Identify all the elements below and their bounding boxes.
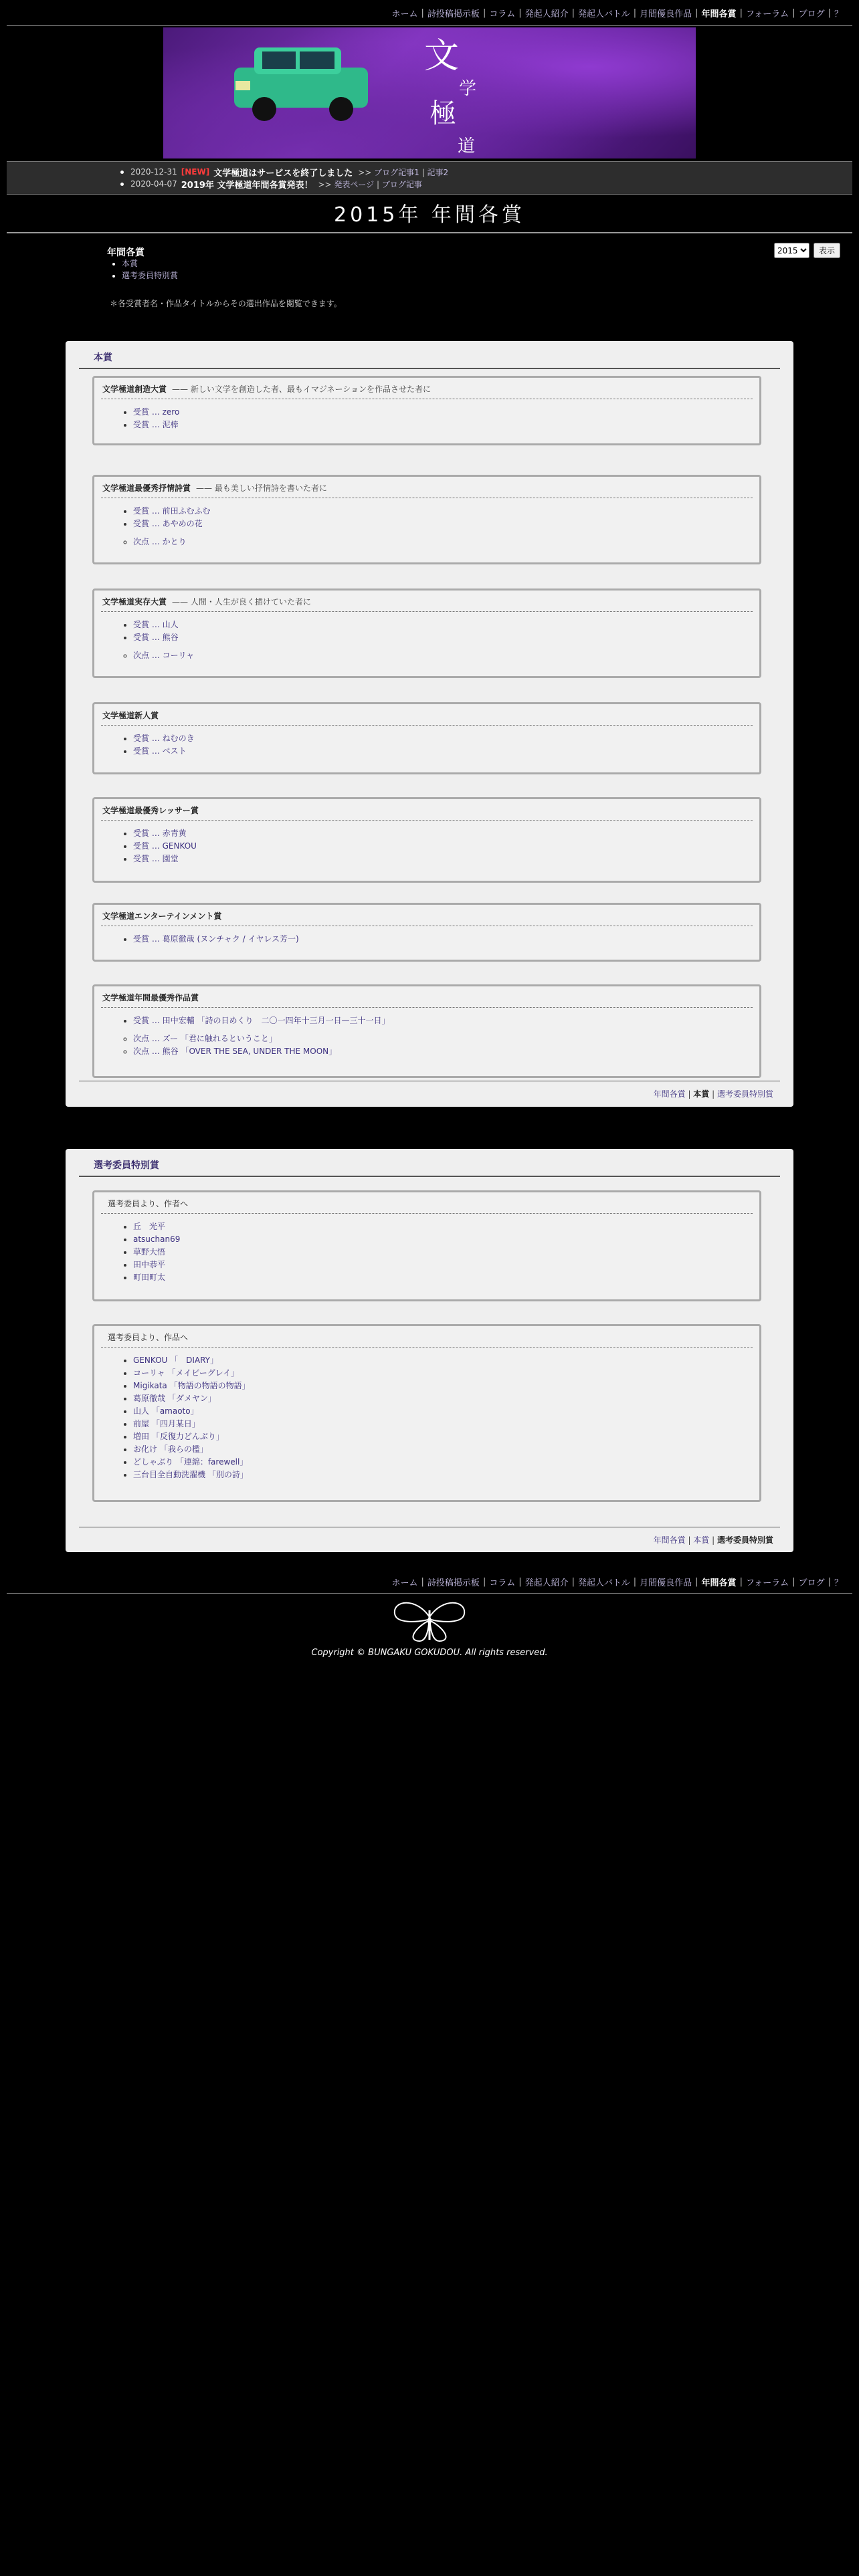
winner-list [94,1014,759,1027]
runner-up-list [94,536,759,548]
list-item [133,1033,759,1045]
runner-up-link[interactable]: 次点 … かとり [133,537,187,546]
winner-link[interactable]: 受賞 … ベスト [133,746,187,756]
top-nav-item-5[interactable]: 月間優良作品 [640,9,692,19]
award-description: —— 新しい文学を創造した者、最もイマジネーションを作品させた者に [172,385,431,394]
list-item [133,1418,759,1430]
winner-link[interactable]: 受賞 … 熊谷 [133,633,179,642]
show-button[interactable]: 表示 [814,243,840,258]
top-nav-item-3[interactable]: 発起人紹介 [524,9,569,19]
list-item [133,1367,759,1380]
list-item [133,419,759,431]
footer-nav-link[interactable]: 年間各賞 [653,1089,686,1099]
list-item [133,518,759,530]
nav-separator: | [518,1576,522,1587]
special-link[interactable]: どしゃぶり 「連綿：farewell」 [133,1457,248,1467]
site-banner[interactable] [163,27,696,158]
bottom-nav-item-3[interactable]: 発起人紹介 [524,1578,569,1588]
footer-nav-current[interactable]: 選考委員特別賞 [717,1535,773,1545]
winner-link[interactable]: 受賞 … 葛原徹哉 (ヌンチャク / イヤレス芳一) [133,934,299,944]
site-logo [404,27,484,158]
winner-link[interactable]: 受賞 … zero [133,407,180,417]
award-box [92,797,761,883]
footer-separator: | [709,1089,717,1099]
group-header [101,1331,753,1348]
logo-char-4: 道 [458,136,476,156]
news-date: 2020-04-07 [130,179,177,189]
list-item [133,1045,759,1058]
section-heading: 本賞 [79,350,780,369]
group-title: 選考委員より、作品へ [108,1333,189,1342]
nav-separator: | [482,7,486,18]
nav-separator: | [482,1576,486,1587]
news-links: >> 発表ページ | ブログ記事 [318,179,422,189]
list-item [133,406,759,419]
award-header [101,910,753,926]
footer-nav-current[interactable]: 本賞 [693,1089,710,1099]
page-title: 2015年 年間各賞 [334,203,525,227]
list-item [133,1220,759,1233]
nav-separator: | [792,7,795,18]
winner-link[interactable]: 受賞 … 田中宏輔 「詩の日めくり 二〇一四年十三月一日—三十一日」 [133,1016,390,1025]
toc-item [122,257,178,270]
award-name: 文学極道年間最優秀作品賞 [102,993,199,1002]
bottom-nav [0,1573,859,1590]
nav-separator: | [828,1576,831,1587]
news-links: >> ブログ記事1 | 記事2 [358,167,449,177]
award-header [101,992,753,1008]
list-item [133,1430,759,1443]
award-name: 文学極道最優秀抒情詩賞 [102,484,191,493]
logo-char-3: 極 [430,98,456,129]
year-select[interactable] [774,243,809,258]
special-link[interactable]: 三台目全自動洗濯機 「別の詩」 [133,1470,248,1479]
top-nav-item-0[interactable]: ホーム [391,9,418,19]
top-nav [0,0,859,25]
list-item [133,933,759,946]
winner-list [94,406,759,431]
year-selector [774,243,840,258]
winner-list [94,505,759,530]
bottom-nav-item-5[interactable]: 月間優良作品 [640,1578,692,1588]
award-header [101,482,753,498]
nav-separator: | [421,1576,424,1587]
intro-toc [107,257,178,282]
news-link-article2[interactable]: 記事2 [427,167,449,177]
nav-separator: | [828,7,831,18]
copyright-text: Copyright © BUNGAKU GOKUDOU. All rights reserved. [311,1648,548,1658]
winner-link[interactable]: 受賞 … GENKOU [133,841,197,851]
list-item [133,1246,759,1259]
bottom-nav-item-4[interactable]: 発起人バトル [578,1578,630,1588]
group-header [101,1198,753,1214]
logo-char-2: 学 [459,79,477,99]
nav-separator: | [695,1576,698,1587]
runner-up-link[interactable]: 次点 … ズー 「君に触れるということ」 [133,1034,277,1043]
list-item [133,1456,759,1469]
award-name: 文学極道新人賞 [102,711,159,720]
footer-separator: | [685,1089,694,1099]
award-header [101,383,753,399]
award-box [92,475,761,564]
winner-list [94,619,759,644]
new-badge: [NEW] [181,167,210,177]
runner-up-link[interactable]: 次点 … コーリャ [133,651,195,660]
special-link[interactable]: atsuchan69 [133,1235,181,1244]
bottom-nav-item-0[interactable]: ホーム [391,1578,418,1588]
nav-separator: | [633,1576,637,1587]
winner-link[interactable]: 受賞 … 園堂 [133,854,179,863]
logo-char-1: 文 [424,36,460,76]
special-link[interactable]: 田中恭平 [133,1260,166,1269]
list-item [133,1233,759,1246]
top-nav-item-9[interactable]: ？ [834,9,843,19]
award-name: 文学極道エンターテインメント賞 [102,911,222,921]
nav-separator: | [518,7,522,18]
nav-separator: | [421,7,424,18]
nav-separator: | [739,7,743,18]
winner-link[interactable]: 受賞 … 泥棒 [133,420,179,429]
list-item [133,1443,759,1456]
award-box [92,376,761,445]
list-item [133,745,759,758]
footer-nav-link[interactable]: 年間各賞 [653,1535,686,1545]
list-item [133,1392,759,1405]
winner-link[interactable]: 受賞 … 前田ふむふむ [133,506,211,516]
list-item [133,732,759,745]
special-link[interactable]: Migikata 「物語の物語の物語」 [133,1381,250,1390]
special-list [94,1354,759,1481]
news-link-blog1[interactable]: ブログ記事1 [374,167,419,177]
news-bar [7,161,852,195]
bullet-icon [120,183,124,186]
top-nav-item-2[interactable]: コラム [489,9,516,19]
intro-note: ＊各受賞者名・作品タイトルからその選出作品を閲覧できます。 [110,299,342,308]
list-item [133,631,759,644]
special-group-box [92,1324,761,1502]
nav-separator: | [571,1576,575,1587]
winner-list [94,732,759,758]
list-item [133,1354,759,1367]
top-nav-item-7[interactable]: フォーラム [745,9,789,19]
news-item [120,166,852,178]
special-link[interactable]: 前屋 「四月某日」 [133,1419,200,1428]
award-name: 文学極道創造大賞 [102,385,167,394]
news-link-announcement[interactable]: 発表ページ [334,179,375,189]
nav-separator: | [633,7,637,18]
award-box [92,702,761,774]
nav-separator: | [571,7,575,18]
bottom-nav-item-6-current[interactable]: 年間各賞 [701,1578,737,1588]
runner-up-list [94,649,759,662]
list-item [133,619,759,631]
footer-separator: | [709,1535,717,1545]
list-item [133,827,759,840]
footer-separator: | [685,1535,694,1545]
winner-link[interactable]: 受賞 … あやめの花 [133,519,203,528]
runner-up-list [94,1033,759,1058]
footer-nav-link[interactable]: 本賞 [693,1535,710,1545]
news-title: 文学極道はサービスを終了しました [213,168,353,179]
bottom-nav-item-9[interactable]: ？ [834,1578,843,1588]
list-item [133,1259,759,1271]
intro-heading: 年間各賞 [107,247,145,258]
top-nav-item-6-current[interactable]: 年間各賞 [701,9,737,19]
nav-separator: | [739,1576,743,1587]
section-footer-nav [79,1081,780,1099]
winner-list [94,933,759,946]
winner-link[interactable]: 受賞 … ねむのき [133,734,195,743]
winner-list [94,827,759,865]
list-item [133,536,759,548]
award-header [101,710,753,726]
news-item [120,178,852,190]
award-name: 文学極道最優秀レッサー賞 [102,806,199,815]
award-box [92,588,761,678]
bottom-nav-item-1[interactable]: 詩投稿掲示板 [427,1578,480,1588]
intro-block [0,233,859,320]
award-box [92,984,761,1078]
news-prefix: >> [358,167,372,177]
banner-wrap [0,26,859,158]
list-item [133,853,759,865]
list-item [133,1271,759,1284]
list-item [133,505,759,518]
award-box [92,903,761,962]
special-link[interactable]: 増田 「反復力どんぶり」 [133,1432,224,1441]
toc-link-special-award[interactable]: 選考委員特別賞 [122,271,179,280]
butterfly-emblem-icon [389,1597,470,1644]
bullet-icon [120,171,124,174]
section-footer-nav [79,1527,780,1545]
special-link[interactable]: 丘 光平 [133,1222,166,1231]
bottom-nav-item-8[interactable]: ブログ [798,1578,825,1588]
main-award-section [66,341,793,1107]
nav-separator: | [695,7,698,18]
nav-separator: | [792,1576,795,1587]
winner-link[interactable]: 受賞 … 赤青黄 [133,829,187,838]
special-link[interactable]: 町田町太 [133,1273,166,1282]
list-item [133,649,759,662]
top-nav-item-8[interactable]: ブログ [798,9,825,19]
section-heading: 選考委員特別賞 [79,1158,780,1177]
news-title: 2019年 文学極道年間各賞発表！ [181,180,313,191]
list-item [133,840,759,853]
special-link[interactable]: 草野大悟 [133,1247,166,1257]
special-list [94,1220,759,1284]
special-link[interactable]: GENKOU 「 DIARY」 [133,1356,219,1365]
news-date: 2020-12-31 [130,167,177,177]
award-description: —— 最も美しい抒情詩を書いた者に [196,484,327,493]
list-item [133,1469,759,1481]
list-item [133,1014,759,1027]
award-name: 文学極道実存大賞 [102,597,167,607]
footer-nav-link[interactable]: 選考委員特別賞 [717,1089,773,1099]
runner-up-link[interactable]: 次点 … 熊谷 「OVER THE SEA, UNDER THE MOON」 [133,1047,337,1056]
special-link[interactable]: コーリャ 「メイビーグレイ」 [133,1368,240,1378]
bottom-nav-item-2[interactable]: コラム [489,1578,516,1588]
special-link[interactable]: 葛原徹哉 「ダメヤン」 [133,1394,216,1403]
award-header [101,596,753,612]
special-award-section [66,1149,793,1552]
list-item [133,1380,759,1392]
award-header [101,804,753,821]
bottom-divider [7,1593,852,1594]
news-link-blog[interactable]: ブログ記事 [381,179,422,189]
toc-link-main-award[interactable]: 本賞 [122,259,138,268]
top-nav-item-1[interactable]: 詩投稿掲示板 [427,9,480,19]
group-title: 選考委員より、作者へ [108,1199,189,1208]
bottom-nav-item-7[interactable]: フォーラム [745,1578,789,1588]
special-link[interactable]: 山人 「amaoto」 [133,1406,199,1416]
toc-item [122,270,178,282]
special-link[interactable]: お化け 「我らの檻」 [133,1444,208,1454]
top-nav-item-4[interactable]: 発起人バトル [578,9,630,19]
news-prefix: >> [318,179,332,189]
award-description: —— 人間・人生が良く描けていた者に [172,597,311,607]
car-illustration [227,41,379,128]
special-group-box [92,1190,761,1301]
list-item [133,1405,759,1418]
winner-link[interactable]: 受賞 … 山人 [133,620,179,629]
